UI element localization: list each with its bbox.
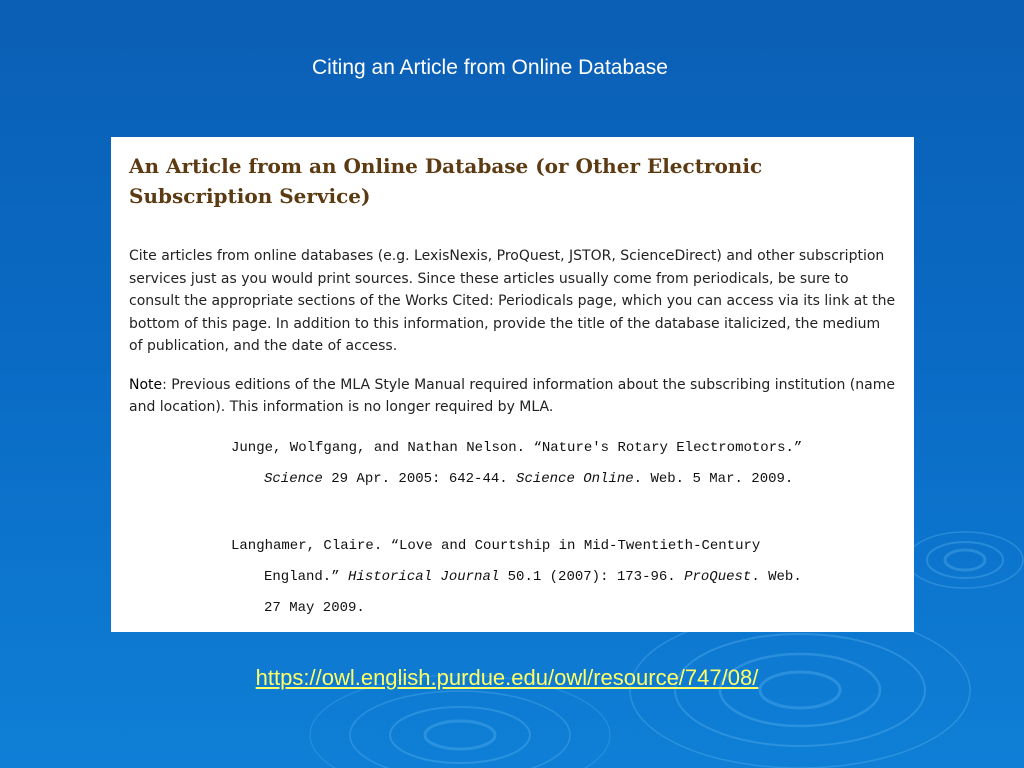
citation-line: Langhamer, Claire. “Love and Courtship in Mid-Twentieth-Century bbox=[231, 537, 761, 554]
document-heading: An Article from an Online Database (or Other Electronic Subscription Service) bbox=[129, 154, 763, 208]
citation-details: 50.1 (2007): 173-96. bbox=[499, 568, 685, 585]
citation-line bbox=[231, 464, 896, 495]
citation-text: England.” bbox=[264, 568, 349, 585]
source-link[interactable]: https://owl.english.purdue.edu/owl/resource/747/08/ bbox=[255, 665, 759, 690]
access-info: . Web. 5 Mar. 2009. bbox=[633, 470, 794, 487]
journal-title: Historical Journal bbox=[348, 568, 500, 585]
note-paragraph bbox=[129, 374, 896, 419]
note-label: Note bbox=[129, 376, 163, 393]
database-title: ProQuest bbox=[684, 568, 752, 585]
document-screenshot-panel bbox=[111, 137, 914, 632]
citation-langhamer bbox=[231, 531, 896, 624]
access-info: . Web. bbox=[751, 568, 802, 585]
journal-title: Science bbox=[264, 470, 323, 487]
slide-title: Citing an Article from Online Database bbox=[311, 56, 668, 79]
database-title: Science Online bbox=[516, 470, 634, 487]
note-text: : Previous editions of the MLA Style Manual required information about the subscribing institution (name and location). This information is no longer required by MLA. bbox=[129, 376, 895, 415]
citation-details: 29 Apr. 2005: 642-44. bbox=[322, 470, 517, 487]
citation-junge bbox=[231, 433, 896, 495]
citation-line bbox=[231, 562, 896, 593]
document-paragraph: Cite articles from online databases (e.g. LexisNexis, ProQuest, JSTOR, ScienceDirect) and other subscription services just as you would print sources. Since these articles usually come from periodicals, be sure to consult the appropriate sections of the Works Cited: Periodicals page, which you can access via its link at the bottom of this page. In addition to this information, provide the title of the database italicized, the medium of publication, and the date of access. bbox=[129, 248, 896, 354]
citation-line: 27 May 2009. bbox=[264, 599, 365, 616]
citation-line: Junge, Wolfgang, and Nathan Nelson. “Nature's Rotary Electromotors.” bbox=[231, 439, 803, 456]
